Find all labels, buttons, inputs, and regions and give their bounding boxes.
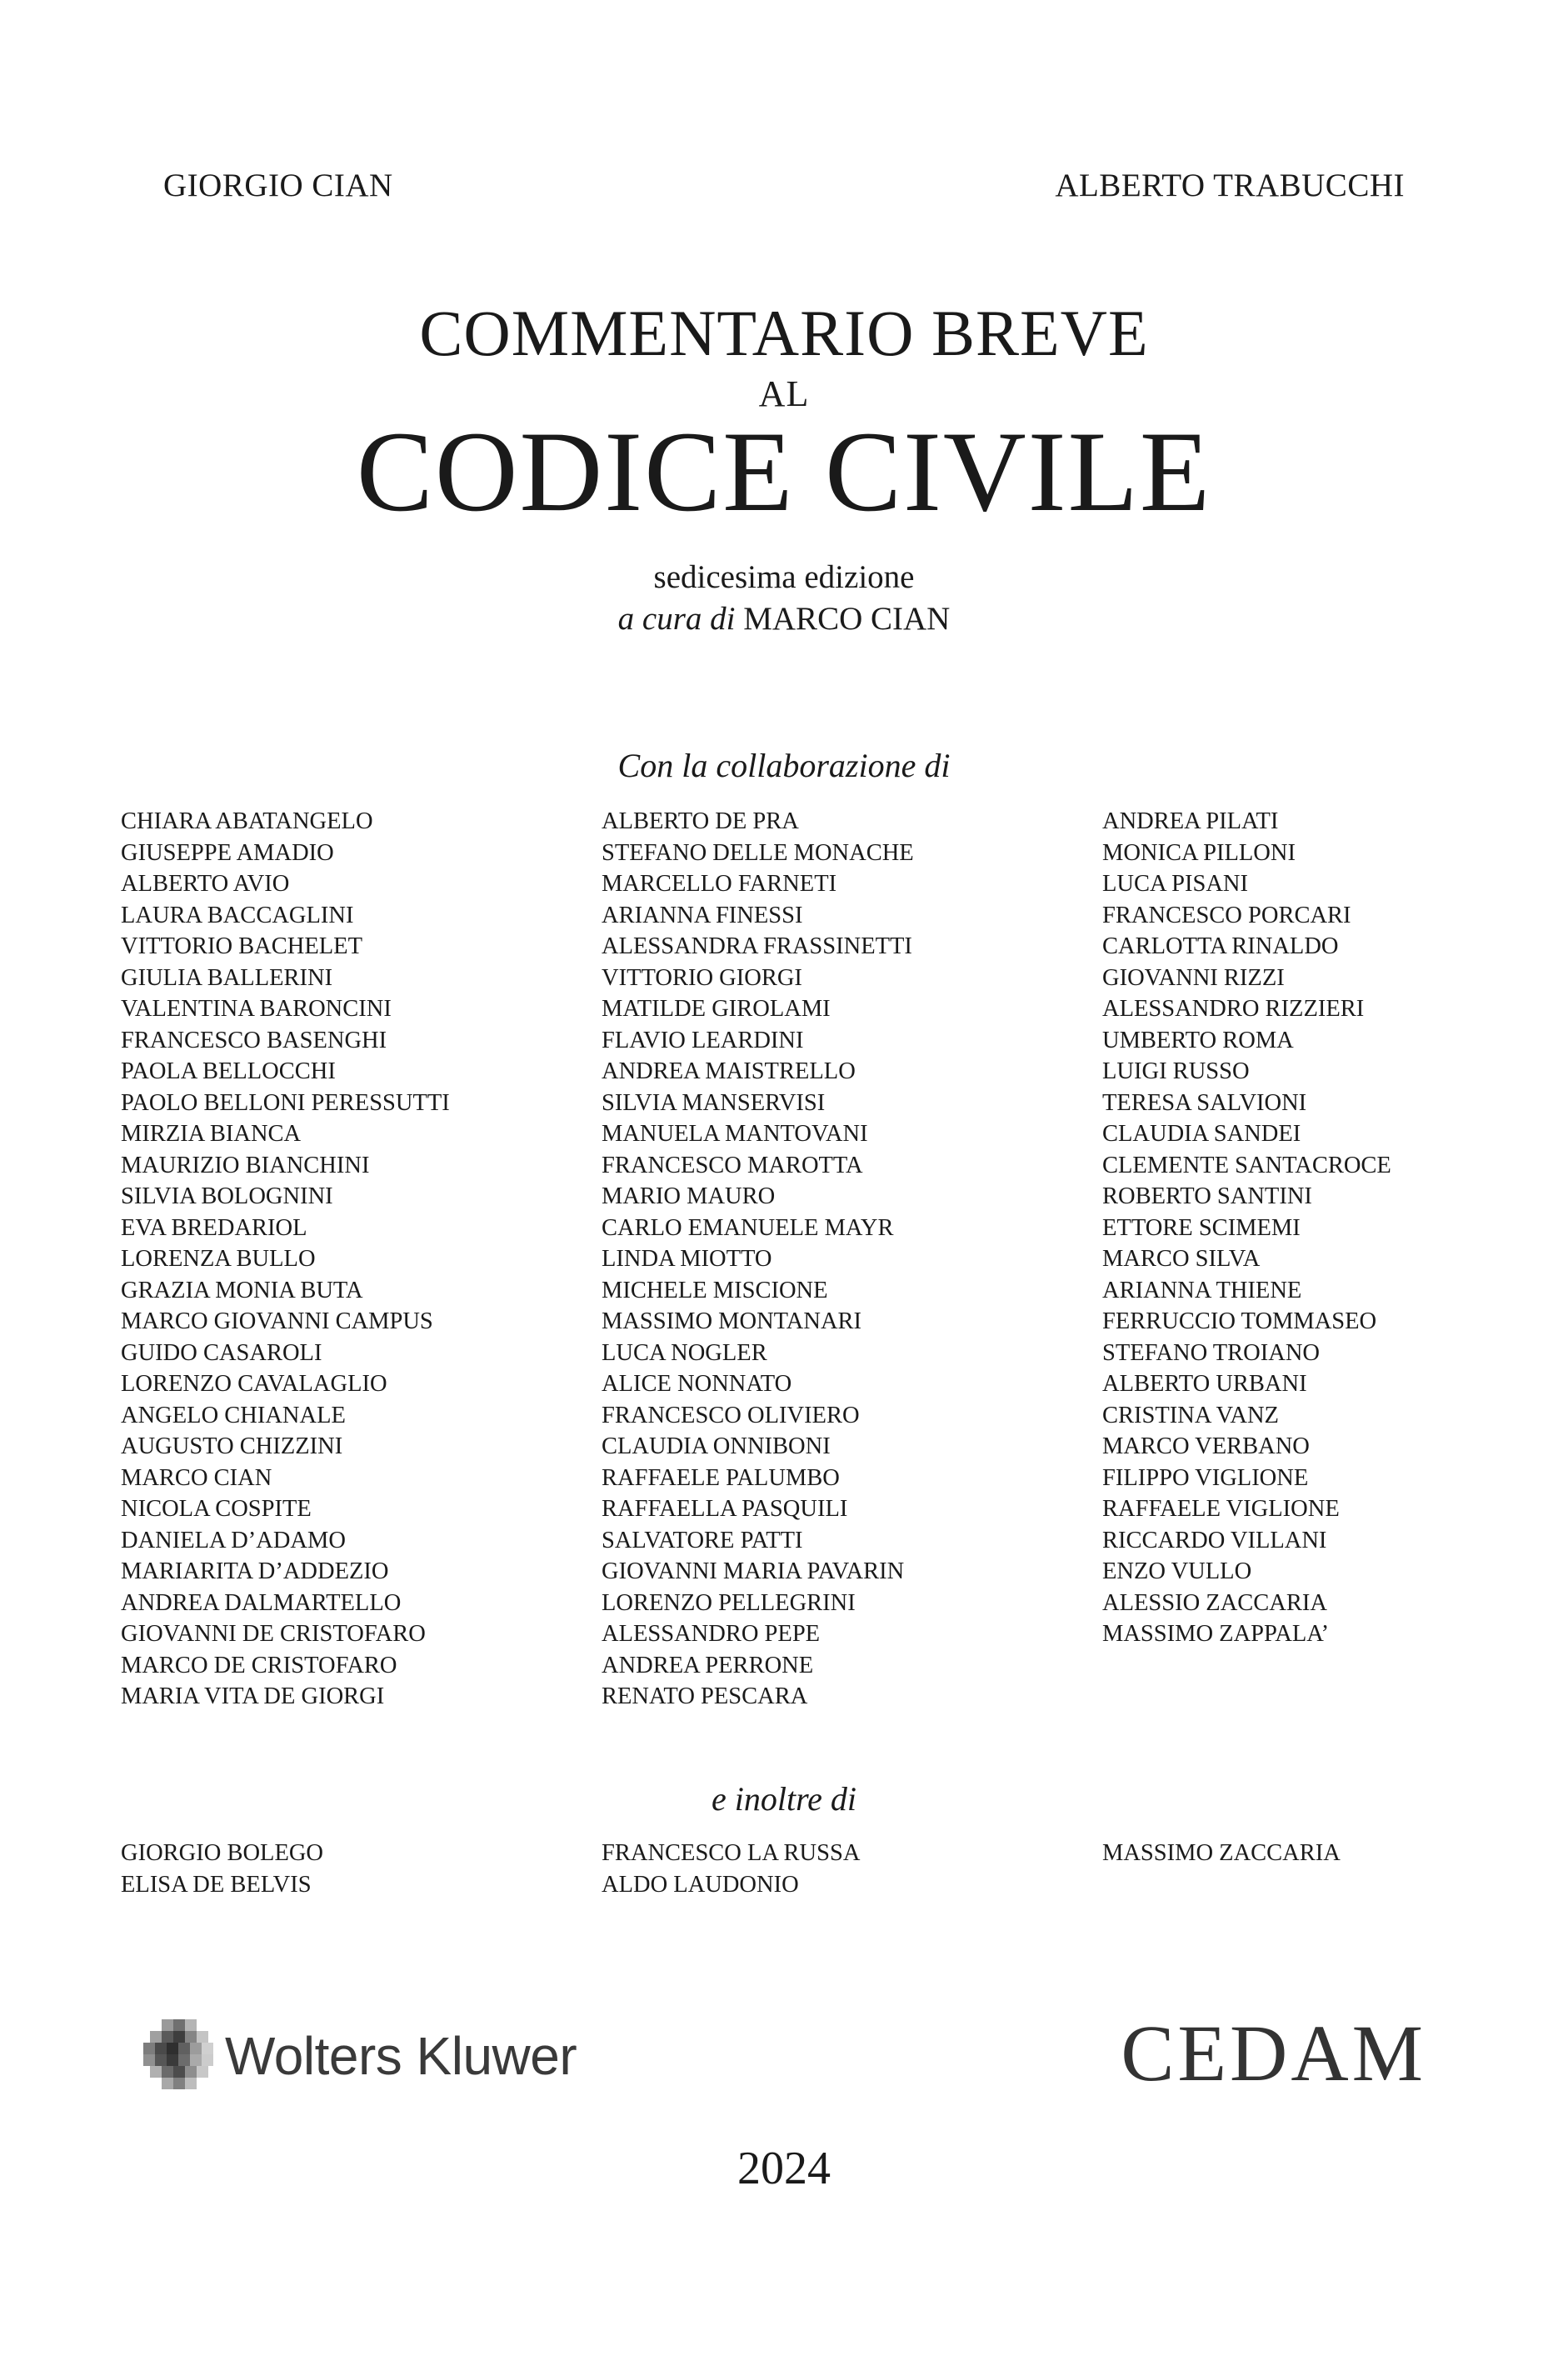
contributor-name: DANIELA D’ADAMO xyxy=(121,1527,346,1553)
contributor-name: MARCO DE CRISTOFARO xyxy=(121,1652,397,1678)
contributor-name: ALBERTO AVIO xyxy=(121,871,290,897)
contributor-name: LINDA MIOTTO xyxy=(602,1246,772,1272)
contributor-name: ALESSANDRO PEPE xyxy=(602,1621,821,1647)
contributor-name: SILVIA MANSERVISI xyxy=(602,1089,826,1116)
wolters-kluwer-logo-icon xyxy=(143,2019,217,2093)
contributor-name: ANGELO CHIANALE xyxy=(121,1402,346,1428)
contributor-name: FRANCESCO MAROTTA xyxy=(602,1152,863,1178)
contributor-name: MARCO VERBANO xyxy=(1102,1433,1310,1459)
also-column-1 xyxy=(121,1838,323,1900)
contributor-name: CRISTINA VANZ xyxy=(1102,1402,1279,1428)
contributor-name: RENATO PESCARA xyxy=(602,1683,808,1709)
contributor-name: ALDO LAUDONIO xyxy=(602,1871,799,1898)
contributor-name: FRANCESCO OLIVIERO xyxy=(602,1402,860,1428)
contributor-name: AUGUSTO CHIZZINI xyxy=(121,1433,343,1459)
collaborators-column-2 xyxy=(602,806,914,1713)
curator xyxy=(0,600,1568,638)
also-column-3 xyxy=(1102,1838,1341,1869)
contributor-name: PAOLO BELLONI PERESSUTTI xyxy=(121,1089,450,1116)
contributor-name: MARCO GIOVANNI CAMPUS xyxy=(121,1308,433,1334)
contributor-name: UMBERTO ROMA xyxy=(1102,1027,1294,1053)
publisher-cedam: CEDAM xyxy=(1121,2008,1426,2098)
contributor-name: LORENZA BULLO xyxy=(121,1246,316,1272)
contributor-name: ALESSANDRA FRASSINETTI xyxy=(602,933,912,959)
contributor-name: GRAZIA MONIA BUTA xyxy=(121,1277,363,1303)
contributor-name: LUCA NOGLER xyxy=(602,1339,767,1366)
contributor-name: ARIANNA FINESSI xyxy=(602,902,803,928)
contributor-name: PAOLA BELLOCCHI xyxy=(121,1058,336,1084)
contributor-name: ANDREA MAISTRELLO xyxy=(602,1058,856,1084)
contributor-name: CHIARA ABATANGELO xyxy=(121,808,373,834)
title-line-1: COMMENTARIO BREVE xyxy=(419,297,1149,369)
contributor-name: GIOVANNI RIZZI xyxy=(1102,964,1285,991)
contributor-name: ROBERTO SANTINI xyxy=(1102,1183,1312,1209)
contributor-name: RAFFAELLA PASQUILI xyxy=(602,1496,848,1522)
contributor-name: FLAVIO LEARDINI xyxy=(602,1027,804,1053)
contributor-name: MASSIMO MONTANARI xyxy=(602,1308,862,1334)
contributor-name: FERRUCCIO TOMMASEO xyxy=(1102,1308,1377,1334)
contributor-name: SALVATORE PATTI xyxy=(602,1527,803,1553)
collaborators-column-1 xyxy=(121,806,450,1713)
contributor-name: MARIA VITA DE GIORGI xyxy=(121,1683,385,1709)
collaborators-column-3 xyxy=(1102,806,1391,1650)
edition: sedicesima edizione xyxy=(653,559,915,595)
contributor-name: MIRZIA BIANCA xyxy=(121,1121,302,1147)
contributor-name: ELISA DE BELVIS xyxy=(121,1871,312,1898)
contributor-name: ALESSIO ZACCARIA xyxy=(1102,1589,1327,1616)
contributor-name: CLEMENTE SANTACROCE xyxy=(1102,1152,1391,1178)
contributor-name: TERESA SALVIONI xyxy=(1102,1089,1307,1116)
contributor-name: RAFFAELE PALUMBO xyxy=(602,1464,840,1491)
contributor-name: MATILDE GIROLAMI xyxy=(602,996,831,1022)
title-line-2: AL xyxy=(758,373,810,414)
contributor-name: ETTORE SCIMEMI xyxy=(1102,1214,1301,1241)
contributor-name: RAFFAELE VIGLIONE xyxy=(1102,1496,1340,1522)
contributor-name: RICCARDO VILLANI xyxy=(1102,1527,1327,1553)
curator-name: MARCO CIAN xyxy=(743,601,951,637)
contributor-name: STEFANO TROIANO xyxy=(1102,1339,1320,1366)
contributor-name: ENZO VULLO xyxy=(1102,1558,1252,1584)
contributor-name: MARCO CIAN xyxy=(121,1464,272,1491)
contributor-name: GIOVANNI MARIA PAVARIN xyxy=(602,1558,905,1584)
contributor-name: ANDREA PERRONE xyxy=(602,1652,814,1678)
publisher-wolters-kluwer: Wolters Kluwer xyxy=(225,2026,577,2086)
contributor-name: CLAUDIA ONNIBONI xyxy=(602,1433,831,1459)
contributor-name: MICHELE MISCIONE xyxy=(602,1277,828,1303)
contributor-name: MAURIZIO BIANCHINI xyxy=(121,1152,370,1178)
contributor-name: GIUSEPPE AMADIO xyxy=(121,839,334,866)
contributor-name: CLAUDIA SANDEI xyxy=(1102,1121,1301,1147)
contributor-name: VALENTINA BARONCINI xyxy=(121,996,392,1022)
contributor-name: CARLOTTA RINALDO xyxy=(1102,933,1339,959)
contributor-name: ALESSANDRO RIZZIERI xyxy=(1102,996,1365,1022)
contributor-name: FRANCESCO PORCARI xyxy=(1102,902,1351,928)
contributor-name: ALBERTO URBANI xyxy=(1102,1371,1307,1397)
also-column-2 xyxy=(602,1838,860,1900)
contributor-name: MANUELA MANTOVANI xyxy=(602,1121,868,1147)
contributor-name: SILVIA BOLOGNINI xyxy=(121,1183,333,1209)
author-left: GIORGIO CIAN xyxy=(163,168,393,203)
contributor-name: STEFANO DELLE MONACHE xyxy=(602,839,914,866)
contributor-name: MONICA PILLONI xyxy=(1102,839,1296,866)
contributor-name: GUIDO CASAROLI xyxy=(121,1339,322,1366)
contributor-name: LORENZO CAVALAGLIO xyxy=(121,1371,387,1397)
contributor-name: ALICE NONNATO xyxy=(602,1371,792,1397)
contributor-name: FRANCESCO LA RUSSA xyxy=(602,1840,861,1866)
curator-prefix: a cura di xyxy=(617,601,736,637)
contributor-name: ANDREA PILATI xyxy=(1102,808,1279,834)
also-heading: e inoltre di xyxy=(711,1780,857,1818)
collaboration-heading: Con la collaborazione di xyxy=(617,747,951,784)
contributor-name: VITTORIO GIORGI xyxy=(602,964,802,991)
contributor-name: GIORGIO BOLEGO xyxy=(121,1840,324,1866)
contributor-name: GIULIA BALLERINI xyxy=(121,964,333,991)
contributor-name: MARIO MAURO xyxy=(602,1183,776,1209)
contributor-name: CARLO EMANUELE MAYR xyxy=(602,1214,894,1241)
contributor-name: ANDREA DALMARTELLO xyxy=(121,1589,402,1616)
contributor-name: LAURA BACCAGLINI xyxy=(121,902,354,928)
contributor-name: MARCELLO FARNETI xyxy=(602,871,837,897)
publication-year: 2024 xyxy=(737,2143,831,2194)
contributor-name: MASSIMO ZAPPALA’ xyxy=(1102,1621,1330,1647)
contributor-name: LORENZO PELLEGRINI xyxy=(602,1589,856,1616)
contributor-name: LUCA PISANI xyxy=(1102,871,1248,897)
author-right: ALBERTO TRABUCCHI xyxy=(1055,168,1405,203)
contributor-name: LUIGI RUSSO xyxy=(1102,1058,1250,1084)
contributor-name: ALBERTO DE PRA xyxy=(602,808,799,834)
contributor-name: FILIPPO VIGLIONE xyxy=(1102,1464,1309,1491)
contributor-name: VITTORIO BACHELET xyxy=(121,933,362,959)
contributor-name: FRANCESCO BASENGHI xyxy=(121,1027,387,1053)
contributor-name: ARIANNA THIENE xyxy=(1102,1277,1302,1303)
contributor-name: GIOVANNI DE CRISTOFARO xyxy=(121,1621,426,1647)
title-line-3: CODICE CIVILE xyxy=(356,408,1212,535)
contributor-name: MARIARITA D’ADDEZIO xyxy=(121,1558,389,1584)
contributor-name: MARCO SILVA xyxy=(1102,1246,1261,1272)
contributor-name: EVA BREDARIOL xyxy=(121,1214,307,1241)
contributor-name: NICOLA COSPITE xyxy=(121,1496,312,1522)
contributor-name: MASSIMO ZACCARIA xyxy=(1102,1840,1341,1866)
